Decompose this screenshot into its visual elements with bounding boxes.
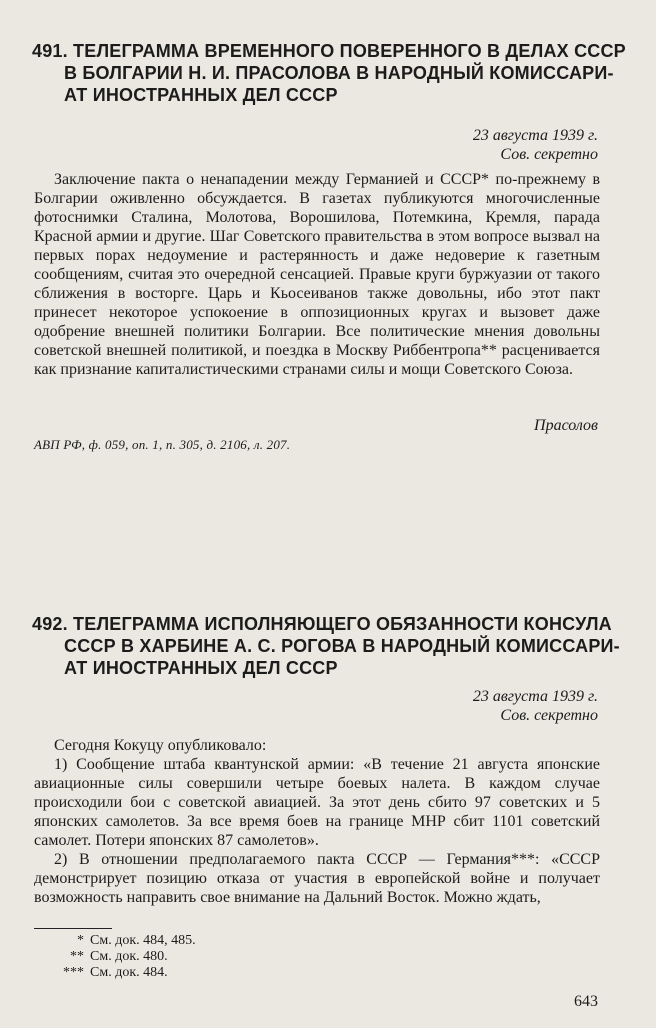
title-line: 492. ТЕЛЕГРАММА ИСПОЛНЯЮЩЕГО ОБЯЗАННОСТИ КОНСУЛА bbox=[32, 614, 612, 634]
title-line: СССР В ХАРБИНЕ А. С. РОГОВА В НАРОДНЫЙ КОМИССАРИ- bbox=[64, 636, 620, 656]
document-body-491 bbox=[34, 170, 600, 379]
document-number: 491. bbox=[32, 41, 68, 61]
document-date: 23 августа 1939 г. bbox=[472, 688, 598, 705]
document-title-491 bbox=[32, 40, 626, 106]
footnote: * См. док. 484, 485. bbox=[77, 933, 196, 948]
document-meta-491 bbox=[473, 126, 598, 164]
footnotes bbox=[34, 933, 196, 981]
title-line: АТ ИНОСТРАННЫХ ДЕЛ СССР bbox=[64, 85, 338, 105]
title-line: 491. ТЕЛЕГРАММА ВРЕМЕННОГО ПОВЕРЕННОГО В ДЕЛАХ СССР bbox=[32, 41, 626, 61]
document-title-492 bbox=[32, 613, 620, 679]
document-meta-492 bbox=[473, 687, 598, 725]
paragraph: Заключение пакта о ненападении между Германией и СССР* по-прежнему в Болгарии оживленно обсуждается. В газетах публикуются многочисленные фотоснимки Сталина, Молотова, Ворошилова, Потемкина, Кремля, парада Красной армии и другие. Шаг Советского правительства в этом вопросе вызвал на первых порах недоумение и растерянность и даже недоверие к газетным сообщениям, считая это очередной сенсацией. Правые круги буржуазии от такого сближения в восторге. Царь и Кьосеиванов также довольны, ибо этот пакт принесет некоторое успокоение в оппозиционных кругах и вызовет даже одобрение внешней политики Болгарии. Все политические мнения довольны советской внешней политикой, и поездка в Москву Риббентропа** расценивается как признание капиталистическими странами силы и мощи Советского Союза. bbox=[34, 171, 600, 378]
classification-stamp: Сов. секретно bbox=[500, 146, 598, 163]
paragraph: Сегодня Кокуцу опубликовало: bbox=[54, 737, 267, 754]
document-number: 492. bbox=[32, 614, 68, 634]
classification-stamp: Сов. секретно bbox=[500, 707, 598, 724]
paragraph: 1) Сообщение штаба квантунской армии: «В течение 21 августа японские авиационные силы совершили четыре боевых налета. В каждом случае происходили бои с советской авиацией. За этот день сбито 97 советских и 5 японских самолетов. За все время боев на границе МНР сбит 1101 советский самолет. Потери японских 87 самолетов». bbox=[34, 756, 600, 849]
document-date: 23 августа 1939 г. bbox=[472, 127, 598, 144]
paragraph: 2) В отношении предполагаемого пакта СССР — Германия***: «СССР демонстрирует позицию отказа от участия в европейской войне и получает возможность направить свое внимание на Дальний Восток. Можно ждать, bbox=[34, 851, 600, 906]
title-line: АТ ИНОСТРАННЫХ ДЕЛ СССР bbox=[64, 658, 338, 678]
title-line: В БОЛГАРИИ Н. И. ПРАСОЛОВА В НАРОДНЫЙ КОМИССАРИ- bbox=[64, 63, 614, 83]
document-body-492 bbox=[34, 736, 600, 907]
footnote: ** См. док. 480. bbox=[70, 949, 168, 964]
archive-source: АВП РФ, ф. 059, оп. 1, п. 305, д. 2106, л. 207. bbox=[34, 437, 291, 452]
page-number: 643 bbox=[574, 993, 598, 1010]
signature: Прасолов bbox=[534, 417, 598, 434]
footnote: *** См. док. 484. bbox=[63, 965, 168, 980]
footnote-divider bbox=[34, 928, 112, 929]
